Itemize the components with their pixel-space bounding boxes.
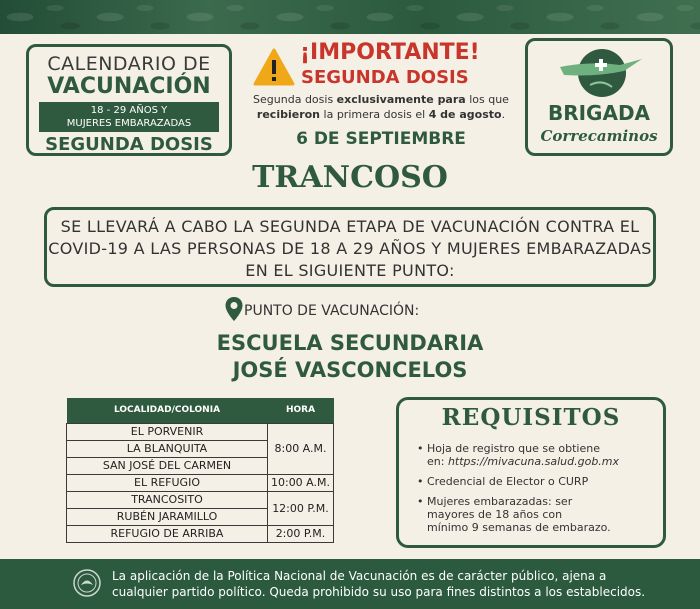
footer — [0, 559, 700, 609]
important-subtitle: SEGUNDA DOSIS — [301, 67, 469, 88]
age-group-line1: 18 - 29 AÑOS Y — [90, 105, 168, 116]
time-cell: 8:00 A.M. — [268, 423, 334, 474]
vaccination-title: VACUNACIÓN — [47, 74, 211, 99]
place-line1: ESCUELA SECUNDARIA — [216, 331, 484, 355]
important-text — [246, 92, 516, 122]
requirements-list — [417, 442, 657, 541]
important-text-part2: los que — [465, 93, 509, 106]
list-item — [417, 495, 657, 534]
vaccination-point-label: PUNTO DE VACUNACIÓN: — [244, 303, 420, 319]
requirement-subtext: mayores de 18 años con — [427, 508, 563, 521]
town-name: TRANCOSO — [252, 160, 448, 195]
important-text-bold2: recibieron — [256, 108, 321, 121]
requirement-text: Hoja de registro que se obtiene — [427, 442, 600, 455]
time-cell: 12:00 P.M. — [268, 491, 334, 525]
table-row — [67, 474, 334, 491]
locality-cell: REFUGIO DE ARRIBA — [67, 525, 268, 542]
important-text-part1: Segunda dosis — [253, 93, 337, 106]
requirements-title: REQUISITOS — [441, 404, 621, 431]
locality-cell: LA BLANQUITA — [67, 440, 268, 457]
requirement-subtext — [427, 455, 657, 468]
important-text-bold1: exclusivamente para — [336, 93, 466, 106]
footer-disclaimer — [112, 568, 672, 600]
locality-cell: SAN JOSÉ DEL CARMEN — [67, 457, 268, 474]
important-text-part4: . — [501, 108, 506, 121]
banner-pattern — [0, 0, 700, 34]
locality-cell: RUBÉN JARAMILLO — [67, 508, 268, 525]
roadrunner-logo-icon — [550, 45, 650, 101]
government-seal-icon — [72, 568, 102, 598]
important-text-part3: la primera dosis el — [320, 108, 429, 121]
brigade-subtitle: Correcaminos — [540, 127, 658, 145]
table-header-row — [67, 398, 334, 423]
table-row — [67, 491, 334, 508]
locality-cell: EL REFUGIO — [67, 474, 268, 491]
time-cell: 2:00 P.M. — [268, 525, 334, 542]
calendar-box — [26, 44, 232, 156]
dose-date: 6 DE SEPTIEMBRE — [296, 129, 466, 149]
header-locality: LOCALIDAD/COLONIA — [67, 398, 268, 423]
footer-line1: La aplicación de la Política Nacional de Vacunación es de carácter público, ajena a — [112, 569, 607, 583]
footer-line2: cualquier partido político. Queda prohibido su uso para fines distintos a los establecidos. — [112, 585, 646, 599]
header-time: HORA — [268, 398, 334, 423]
calendar-title: CALENDARIO DE — [47, 53, 211, 75]
brigade-box — [525, 38, 673, 156]
list-item — [417, 442, 657, 468]
warning-icon — [253, 48, 295, 86]
important-title: ¡IMPORTANTE! — [300, 40, 480, 65]
table-row — [67, 525, 334, 542]
table-row — [67, 423, 334, 440]
place-line2: JOSÉ VASCONCELOS — [232, 358, 468, 382]
requirement-text: Credencial de Elector o CURP — [427, 475, 589, 488]
time-cell: 10:00 A.M. — [268, 474, 334, 491]
announcement-box: SE LLEVARÁ A CABO LA SEGUNDA ETAPA DE VACUNACIÓN CONTRA EL COVID-19 A LAS PERSONAS DE 18 A 29 AÑOS Y MUJERES EMBARAZADAS EN EL SIGUIENTE PUNTO: — [44, 207, 656, 287]
schedule-table — [66, 398, 334, 543]
requirement-url-prefix: en: — [427, 455, 448, 468]
registration-url-link[interactable]: https://mivacuna.salud.gob.mx — [447, 455, 620, 468]
requirement-subtext: mínimo 9 semanas de embarazo. — [427, 521, 611, 534]
requirements-box — [396, 397, 666, 548]
brigade-name: BRIGADA — [547, 101, 651, 125]
second-dose-title: SEGUNDA DOSIS — [45, 134, 213, 155]
locality-cell: EL PORVENIR — [67, 423, 268, 440]
vaccination-place — [0, 330, 700, 384]
list-item — [417, 475, 657, 488]
requirement-text: Mujeres embarazadas: ser — [427, 495, 573, 508]
age-group-band — [39, 102, 219, 132]
top-banner — [0, 0, 700, 34]
location-pin-icon — [224, 296, 244, 322]
age-group-line2: MUJERES EMBARAZADAS — [66, 118, 192, 129]
important-text-bold3: 4 de agosto — [428, 108, 502, 121]
locality-cell: TRANCOSITO — [67, 491, 268, 508]
